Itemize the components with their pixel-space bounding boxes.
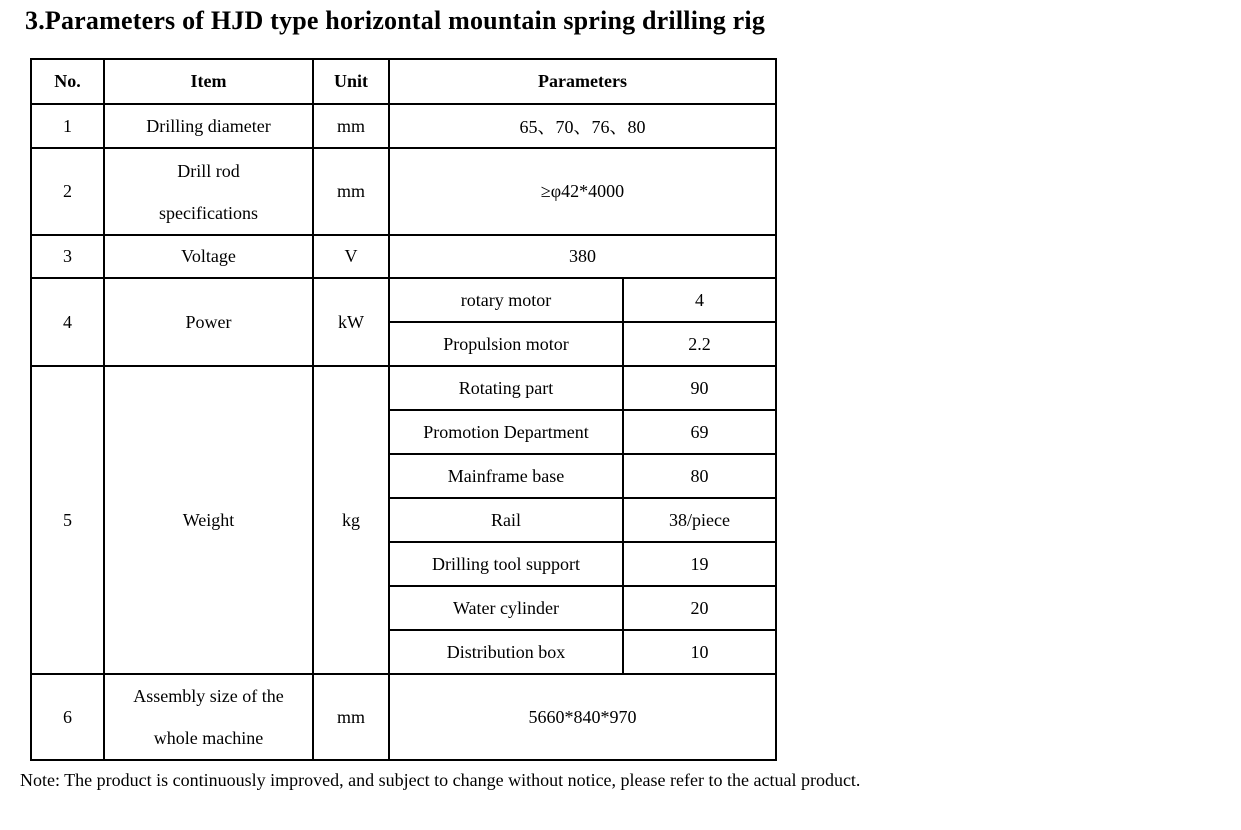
cell-param-name: Distribution box bbox=[389, 630, 623, 674]
cell-unit: mm bbox=[313, 148, 389, 235]
cell-param-name: Rail bbox=[389, 498, 623, 542]
table-header-row bbox=[31, 59, 776, 104]
cell-item: Power bbox=[104, 278, 313, 366]
header-parameters: Parameters bbox=[389, 59, 776, 104]
cell-unit: mm bbox=[313, 674, 389, 760]
cell-param-value: 80 bbox=[623, 454, 776, 498]
item-line: whole machine bbox=[153, 728, 264, 748]
cell-param-value: 20 bbox=[623, 586, 776, 630]
table-row bbox=[31, 235, 776, 278]
cell-param-name: rotary motor bbox=[389, 278, 623, 322]
cell-unit: kW bbox=[313, 278, 389, 366]
cell-param-value: 380 bbox=[389, 235, 776, 278]
cell-param-value: 69 bbox=[623, 410, 776, 454]
cell-no: 6 bbox=[31, 674, 104, 760]
cell-param-value: ≥φ42*4000 bbox=[389, 148, 776, 235]
cell-param-name: Drilling tool support bbox=[389, 542, 623, 586]
cell-param-name: Propulsion motor bbox=[389, 322, 623, 366]
header-item: Item bbox=[104, 59, 313, 104]
cell-item: Voltage bbox=[104, 235, 313, 278]
cell-param-name: Mainframe base bbox=[389, 454, 623, 498]
note-text: Note: The product is continuously improved, and subject to change without notice, please refer to the actual product. bbox=[20, 770, 861, 790]
cell-param-value: 2.2 bbox=[623, 322, 776, 366]
header-unit: Unit bbox=[313, 59, 389, 104]
cell-item: Weight bbox=[104, 366, 313, 674]
cell-unit: mm bbox=[313, 104, 389, 148]
item-line: Drill rod bbox=[177, 160, 240, 181]
cell-param-value: 38/piece bbox=[623, 498, 776, 542]
item-line: Assembly size of the bbox=[133, 686, 284, 706]
cell-param-value: 65、70、76、80 bbox=[389, 104, 776, 148]
cell-param-value: 90 bbox=[623, 366, 776, 410]
header-no: No. bbox=[31, 59, 104, 104]
cell-param-name: Promotion Department bbox=[389, 410, 623, 454]
table-row bbox=[31, 148, 776, 235]
parameters-table bbox=[30, 58, 777, 761]
table-row bbox=[31, 674, 776, 760]
cell-item bbox=[104, 148, 313, 235]
cell-param-value: 5660*840*970 bbox=[389, 674, 776, 760]
cell-item: Drilling diameter bbox=[104, 104, 313, 148]
cell-param-name: Rotating part bbox=[389, 366, 623, 410]
cell-param-value: 10 bbox=[623, 630, 776, 674]
table-row bbox=[31, 366, 776, 410]
cell-unit: kg bbox=[313, 366, 389, 674]
cell-item bbox=[104, 674, 313, 760]
cell-param-value: 19 bbox=[623, 542, 776, 586]
cell-param-value: 4 bbox=[623, 278, 776, 322]
cell-no: 5 bbox=[31, 366, 104, 674]
cell-no: 1 bbox=[31, 104, 104, 148]
cell-unit: V bbox=[313, 235, 389, 278]
table-row bbox=[31, 104, 776, 148]
cell-no: 2 bbox=[31, 148, 104, 235]
page-title: 3.Parameters of HJD type horizontal mountain spring drilling rig bbox=[25, 6, 766, 35]
item-line: specifications bbox=[159, 202, 258, 223]
table-row bbox=[31, 278, 776, 322]
cell-no: 3 bbox=[31, 235, 104, 278]
cell-param-name: Water cylinder bbox=[389, 586, 623, 630]
cell-no: 4 bbox=[31, 278, 104, 366]
